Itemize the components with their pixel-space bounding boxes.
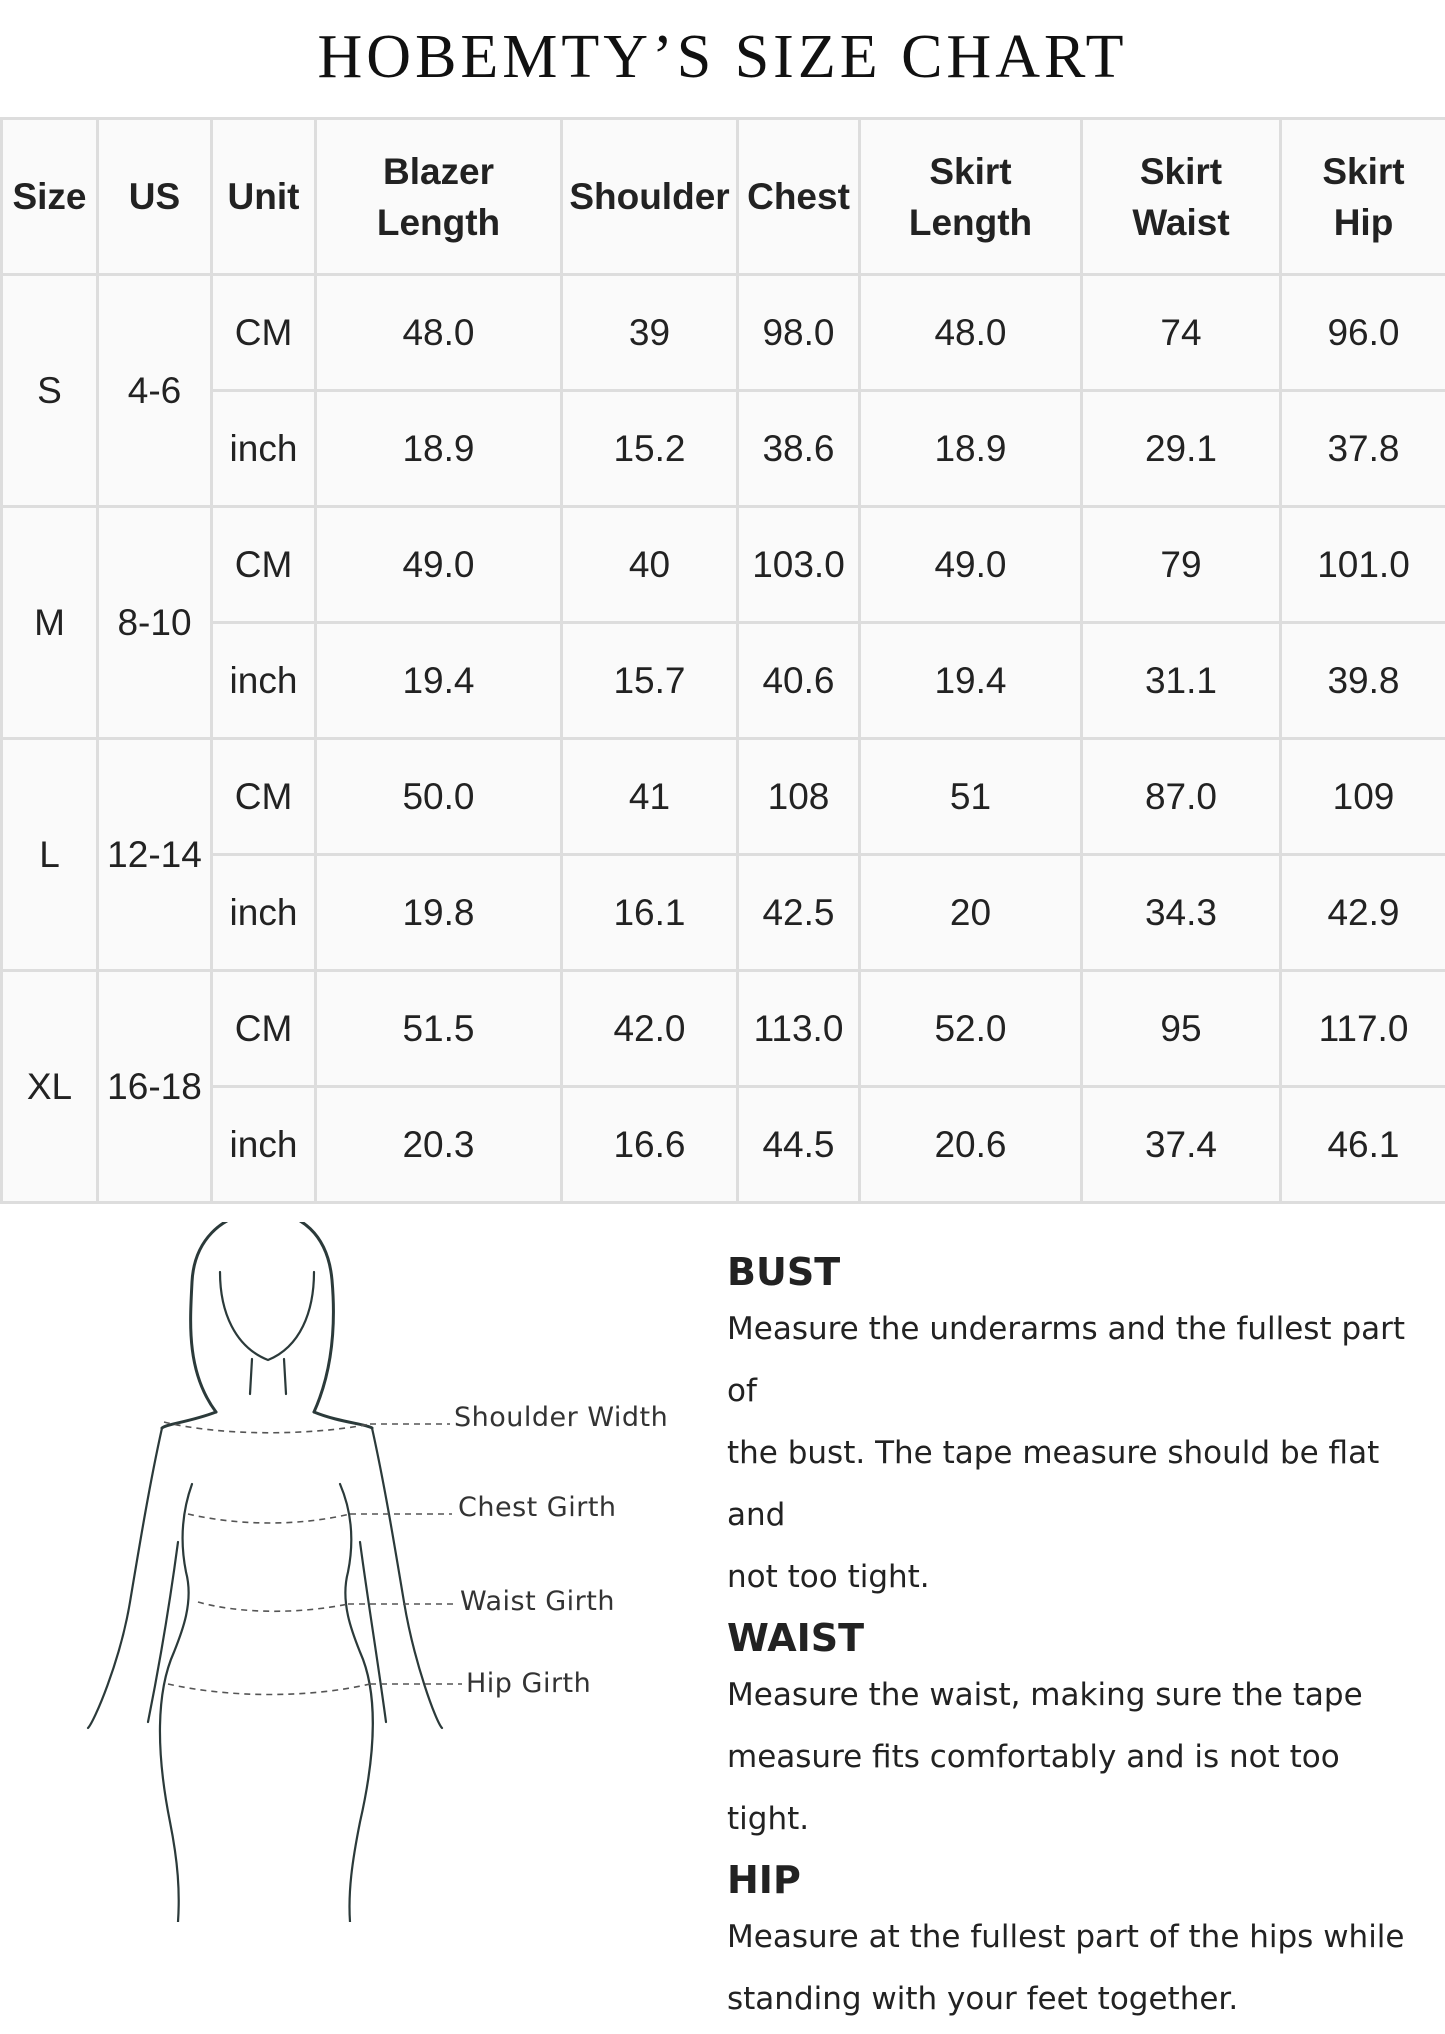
skirt-hip-cell: 42.9: [1281, 855, 1445, 971]
skirt-waist-cell: 79: [1082, 507, 1281, 623]
shoulder-cell: 16.1: [562, 855, 738, 971]
skirt-hip-cell: 101.0: [1281, 507, 1445, 623]
header-chest: Chest: [738, 119, 860, 275]
us-size-cell: 16-18: [98, 971, 212, 1203]
blazer-length-cell: 50.0: [316, 739, 562, 855]
measuring-guide: [727, 1246, 1427, 2034]
header-blazer-length: Blazer Length: [316, 119, 562, 275]
skirt-waist-cell: 34.3: [1082, 855, 1281, 971]
skirt-waist-cell: 31.1: [1082, 623, 1281, 739]
waist-heading: WAIST: [727, 1612, 1427, 1664]
unit-cell: inch: [212, 391, 316, 507]
shoulder-cell: 39: [562, 275, 738, 391]
chest-cell: 113.0: [738, 971, 860, 1087]
skirt-waist-cell: 37.4: [1082, 1087, 1281, 1203]
unit-cell: inch: [212, 623, 316, 739]
bust-description: [727, 1298, 1427, 1608]
unit-cell: CM: [212, 971, 316, 1087]
hip-line: standing with your feet together.: [727, 1981, 1238, 2017]
chest-cell: 44.5: [738, 1087, 860, 1203]
chest-cell: 42.5: [738, 855, 860, 971]
size-cell: XL: [2, 971, 98, 1203]
chest-cell: 38.6: [738, 391, 860, 507]
table-row: [2, 739, 1445, 855]
unit-cell: inch: [212, 855, 316, 971]
waist-description: [727, 1664, 1427, 1850]
blazer-length-cell: 49.0: [316, 507, 562, 623]
shoulder-cell: 40: [562, 507, 738, 623]
waist-girth-label: Waist Girth: [460, 1586, 615, 1617]
skirt-hip-cell: 109: [1281, 739, 1445, 855]
skirt-hip-cell: 39.8: [1281, 623, 1445, 739]
table-row: [2, 623, 1445, 739]
body-outline-illustration: [70, 1222, 690, 1922]
table-row: [2, 971, 1445, 1087]
header-shoulder: Shoulder: [562, 119, 738, 275]
skirt-length-cell: 51: [860, 739, 1082, 855]
skirt-hip-cell: 46.1: [1281, 1087, 1445, 1203]
header-unit: Unit: [212, 119, 316, 275]
skirt-length-cell: 49.0: [860, 507, 1082, 623]
skirt-length-cell: 18.9: [860, 391, 1082, 507]
header-row: [2, 119, 1445, 275]
blazer-length-cell: 20.3: [316, 1087, 562, 1203]
blazer-length-cell: 48.0: [316, 275, 562, 391]
skirt-hip-cell: 117.0: [1281, 971, 1445, 1087]
size-cell: M: [2, 507, 98, 739]
hip-girth-label: Hip Girth: [466, 1668, 591, 1699]
us-size-cell: 4-6: [98, 275, 212, 507]
size-cell: L: [2, 739, 98, 971]
table-row: [2, 507, 1445, 623]
us-size-cell: 12-14: [98, 739, 212, 971]
bust-heading: BUST: [727, 1246, 1427, 1298]
shoulder-cell: 15.7: [562, 623, 738, 739]
skirt-length-cell: 19.4: [860, 623, 1082, 739]
table-row: [2, 275, 1445, 391]
skirt-length-cell: 20: [860, 855, 1082, 971]
shoulder-cell: 42.0: [562, 971, 738, 1087]
chest-cell: 103.0: [738, 507, 860, 623]
unit-cell: CM: [212, 739, 316, 855]
skirt-length-cell: 20.6: [860, 1087, 1082, 1203]
table-row: [2, 391, 1445, 507]
skirt-waist-cell: 87.0: [1082, 739, 1281, 855]
us-size-cell: 8-10: [98, 507, 212, 739]
shoulder-cell: 15.2: [562, 391, 738, 507]
unit-cell: CM: [212, 507, 316, 623]
header-skirt-waist: Skirt Waist: [1082, 119, 1281, 275]
unit-cell: inch: [212, 1087, 316, 1203]
blazer-length-cell: 18.9: [316, 391, 562, 507]
hip-description: [727, 1906, 1427, 2030]
bust-line: the bust. The tape measure should be flat and: [727, 1435, 1379, 1533]
header-skirt-hip: Skirt Hip: [1281, 119, 1445, 275]
chest-cell: 108: [738, 739, 860, 855]
hip-heading: HIP: [727, 1854, 1427, 1906]
header-us: US: [98, 119, 212, 275]
blazer-length-cell: 19.8: [316, 855, 562, 971]
blazer-length-cell: 51.5: [316, 971, 562, 1087]
chest-cell: 40.6: [738, 623, 860, 739]
skirt-hip-cell: 37.8: [1281, 391, 1445, 507]
waist-line: Measure the waist, making sure the tape: [727, 1677, 1363, 1713]
header-skirt-length: Skirt Length: [860, 119, 1082, 275]
skirt-waist-cell: 74: [1082, 275, 1281, 391]
skirt-length-cell: 52.0: [860, 971, 1082, 1087]
bust-line: not too tight.: [727, 1559, 930, 1595]
skirt-waist-cell: 29.1: [1082, 391, 1281, 507]
chest-girth-label: Chest Girth: [458, 1492, 617, 1523]
table-row: [2, 1087, 1445, 1203]
unit-cell: CM: [212, 275, 316, 391]
skirt-waist-cell: 95: [1082, 971, 1281, 1087]
skirt-length-cell: 48.0: [860, 275, 1082, 391]
chest-cell: 98.0: [738, 275, 860, 391]
skirt-hip-cell: 96.0: [1281, 275, 1445, 391]
bust-line: Measure the underarms and the fullest part of: [727, 1311, 1405, 1409]
hip-line: Measure at the fullest part of the hips while: [727, 1919, 1405, 1955]
body-measurement-figure: [70, 1222, 690, 1922]
shoulder-cell: 41: [562, 739, 738, 855]
size-cell: S: [2, 275, 98, 507]
shoulder-width-label: Shoulder Width: [454, 1402, 668, 1433]
page-title: HOBEMTY’S SIZE CHART: [0, 20, 1445, 94]
blazer-length-cell: 19.4: [316, 623, 562, 739]
header-size: Size: [2, 119, 98, 275]
waist-line: measure fits comfortably and is not too tight.: [727, 1739, 1340, 1837]
size-chart-table: [0, 117, 1445, 1204]
shoulder-cell: 16.6: [562, 1087, 738, 1203]
table-row: [2, 855, 1445, 971]
